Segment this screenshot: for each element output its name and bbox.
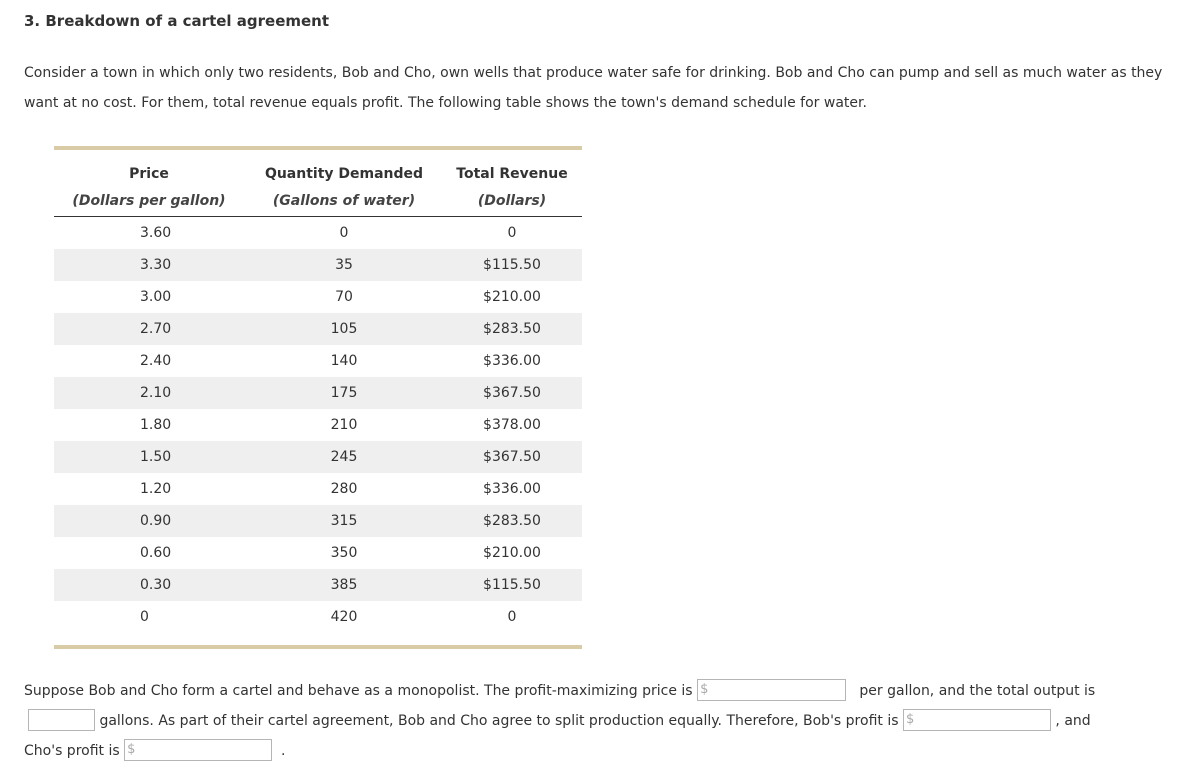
price-value: 0 [140, 609, 149, 625]
quantity-cell: 350 [330, 545, 358, 561]
question-text-5: Cho's profit is [24, 743, 120, 759]
header-quantity-label: Quantity Demanded [264, 166, 424, 182]
price-value: 1.50 [140, 449, 172, 465]
question-text-1: Suppose Bob and Cho form a cartel and behave as a monopolist. The profit-maximizing price is [24, 683, 693, 699]
price-value: 2.70 [140, 321, 172, 337]
quantity-cell: 105 [330, 321, 358, 337]
question-text-3: gallons. As part of their cartel agreement, Bob and Cho agree to split production equally. Therefore, Bob's profit is [99, 713, 899, 729]
quantity-cell: 70 [335, 289, 353, 305]
price-value: 1.20 [140, 481, 172, 497]
table-row [54, 601, 582, 633]
table-row [54, 217, 582, 249]
revenue-cell: $336.00 [483, 353, 541, 369]
dollar-sign: $ [127, 741, 136, 757]
dollar-sign: $ [700, 681, 709, 697]
price-value: 0.30 [140, 577, 172, 593]
table-row [54, 569, 582, 601]
table-row [54, 505, 582, 537]
revenue-cell: 0 [507, 225, 517, 241]
header-revenue-label: Total Revenue [456, 166, 568, 182]
total-output-input[interactable] [28, 709, 95, 731]
revenue-cell: $367.50 [483, 449, 541, 465]
revenue-cell: $367.50 [483, 385, 541, 401]
price-value: 2.40 [140, 353, 172, 369]
revenue-cell: $115.50 [483, 577, 541, 593]
quantity-cell: 245 [330, 449, 358, 465]
quantity-cell: 0 [339, 225, 349, 241]
quantity-cell: 385 [330, 577, 358, 593]
quantity-cell: 140 [330, 353, 358, 369]
cho-profit-input[interactable] [124, 739, 272, 761]
demand-schedule-table [54, 146, 582, 649]
question-text-6: . [281, 743, 286, 759]
revenue-cell: $336.00 [483, 481, 541, 497]
price-value: 3.30 [140, 257, 172, 273]
price-value: 1.80 [140, 417, 172, 433]
revenue-cell: $283.50 [483, 513, 541, 529]
table-header [54, 150, 582, 217]
price-value: 0.90 [140, 513, 172, 529]
quantity-cell: 175 [330, 385, 358, 401]
price-input[interactable] [697, 679, 846, 701]
table-row [54, 281, 582, 313]
revenue-cell: $115.50 [483, 257, 541, 273]
quantity-cell: 315 [330, 513, 358, 529]
question-title: 3. Breakdown of a cartel agreement [24, 12, 330, 30]
table-body [54, 217, 582, 633]
revenue-cell: $210.00 [483, 545, 541, 561]
quantity-cell: 420 [330, 609, 358, 625]
revenue-cell: 0 [507, 609, 517, 625]
bob-profit-input[interactable] [903, 709, 1051, 731]
header-revenue-unit: (Dollars) [477, 193, 547, 209]
revenue-cell: $378.00 [483, 417, 541, 433]
question-paragraph [24, 676, 1174, 766]
table-row [54, 537, 582, 569]
revenue-cell: $210.00 [483, 289, 541, 305]
header-price-unit: (Dollars per gallon) [72, 193, 226, 209]
quantity-cell: 280 [330, 481, 358, 497]
table-row [54, 377, 582, 409]
question-text-2: per gallon, and the total output is [859, 683, 1096, 699]
price-value: 3.00 [140, 289, 172, 305]
table-row [54, 409, 582, 441]
price-value: 0.60 [140, 545, 172, 561]
quantity-cell: 210 [330, 417, 358, 433]
table-row [54, 313, 582, 345]
table-row [54, 249, 582, 281]
price-value: 2.10 [140, 385, 172, 401]
price-value: 3.60 [140, 225, 172, 241]
table-row [54, 345, 582, 377]
intro-paragraph: Consider a town in which only two residents, Bob and Cho, own wells that produce water safe for drinking. Bob and Cho can pump and sell as much water as they want at no cost. For them, total revenue equals profit. The following table shows the town's demand schedule for water. [24, 65, 1163, 111]
table-row [54, 441, 582, 473]
dollar-sign: $ [905, 711, 915, 727]
quantity-cell: 35 [335, 257, 353, 273]
header-price-label: Price [129, 166, 169, 182]
header-quantity-unit: (Gallons of water) [272, 193, 416, 209]
question-text-4: , and [1055, 713, 1091, 729]
table-row [54, 473, 582, 505]
revenue-cell: $283.50 [483, 321, 541, 337]
table-bottom-rule [54, 645, 582, 649]
